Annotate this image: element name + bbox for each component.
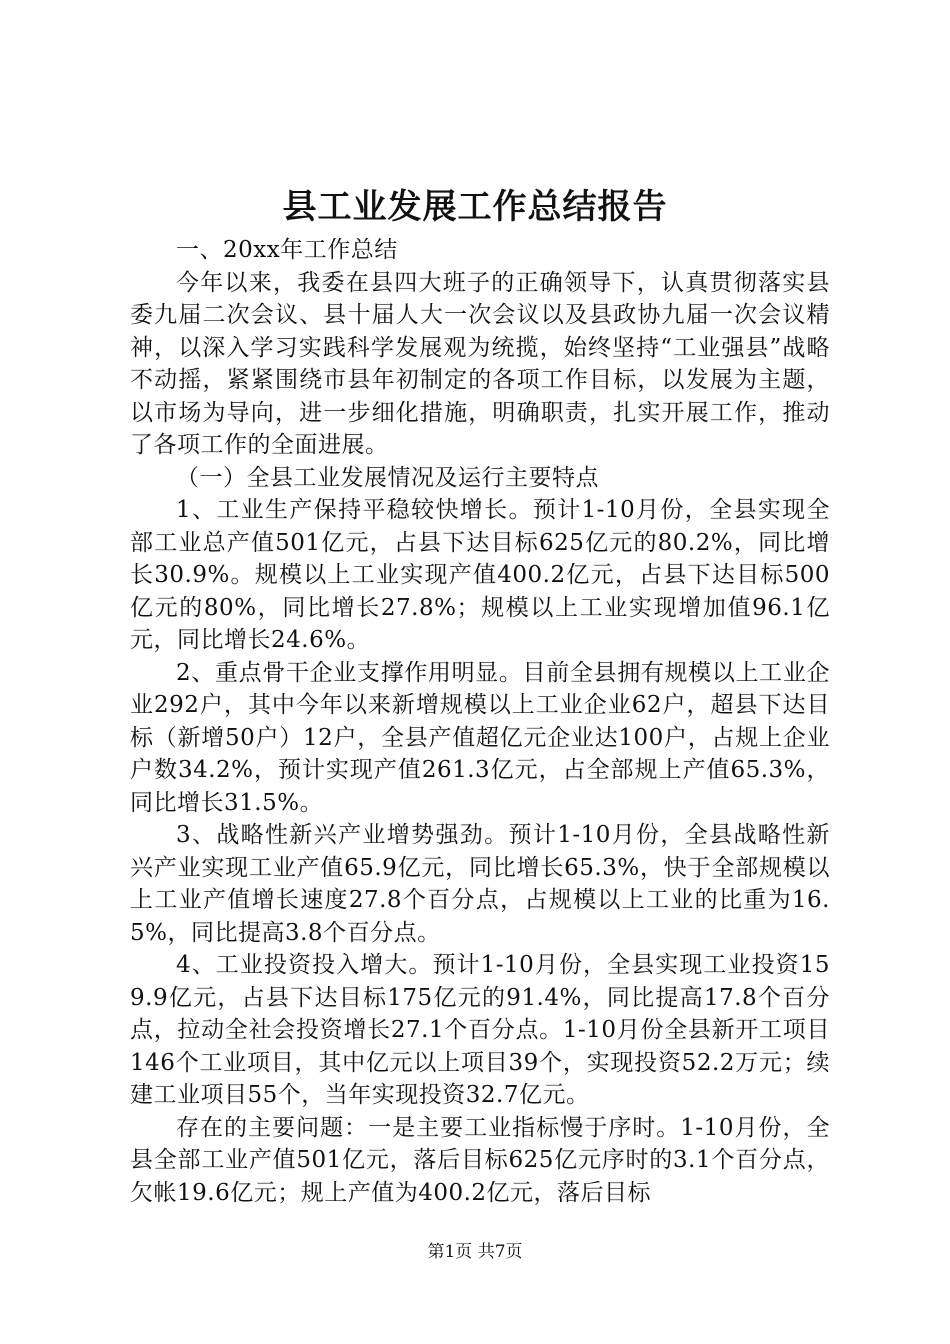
paragraph: 存在的主要问题：一是主要工业指标慢于序时。1-10月份，全县全部工业产值501亿元，落后目标625亿元序时的3.1个百分点，欠帐19.6亿元；规上产值为400.2亿元，落后目标 xyxy=(130,1114,830,1206)
paragraph: 今年以来，我委在县四大班子的正确领导下，认真贯彻落实县委九届二次会议、县十届人大一次会议以及县政协九届一次会议精神，以深入学习实践科学发展观为统揽，始终坚持“工业强县”战略不动摇，紧紧围绕市县年初制定的各项工作目标，以发展为主题，以市场为导向，进一步细化措施，明确职责，扎实开展工作，推动了各项工作的全面进展。 xyxy=(130,269,830,458)
paragraph: 4、工业投资投入增大。预计1-10月份，全县实现工业投资159.9亿元，占县下达目标175亿元的91.4%，同比提高17.8个百分点，拉动全社会投资增长27.1个百分点。1-10月份全县新开工项目146个工业项目，其中亿元以上项目39个，实现投资52.2万元；续建工业项目55个，当年实现投资32.7亿元。 xyxy=(130,952,830,1108)
paragraph: 2、重点骨干企业支撑作用明显。目前全县拥有规模以上工业企业292户，其中今年以来新增规模以上工业企业62户，超县下达目标（新增50户）12户，全县产值超亿元企业达100户，占规上企业户数34.2%，预计实现产值261.3亿元，占全部规上产值65.3%，同比增长31.5%。 xyxy=(130,659,830,816)
section-heading: 一、20xx年工作总结 xyxy=(176,237,398,263)
paragraph: 3、战略性新兴产业增势强劲。预计1-10月份，全县战略性新兴产业实现工业产值65.9亿元，同比增长65.3%，快于全部规模以上工业产值增长速度27.8个百分点，占规模以上工业的比重为16.5%，同比提高3.8个百分点。 xyxy=(130,822,830,946)
document-body xyxy=(130,234,830,1209)
page-number: 第1页 共7页 xyxy=(427,1242,523,1262)
document-title: 县工业发展工作总结报告 xyxy=(282,187,668,227)
subsection-heading: （一）全县工业发展情况及运行主要特点 xyxy=(176,464,599,491)
paragraph: 1、工业生产保持平稳较快增长。预计1-10月份，全县实现全部工业总产值501亿元，占县下达目标625亿元的80.2%，同比增长30.9%。规模以上工业实现产值400.2亿元，占县下达目标500亿元的80%，同比增长27.8%；规模以上工业实现增加值96.1亿元，同比增长24.6%。 xyxy=(130,497,830,653)
